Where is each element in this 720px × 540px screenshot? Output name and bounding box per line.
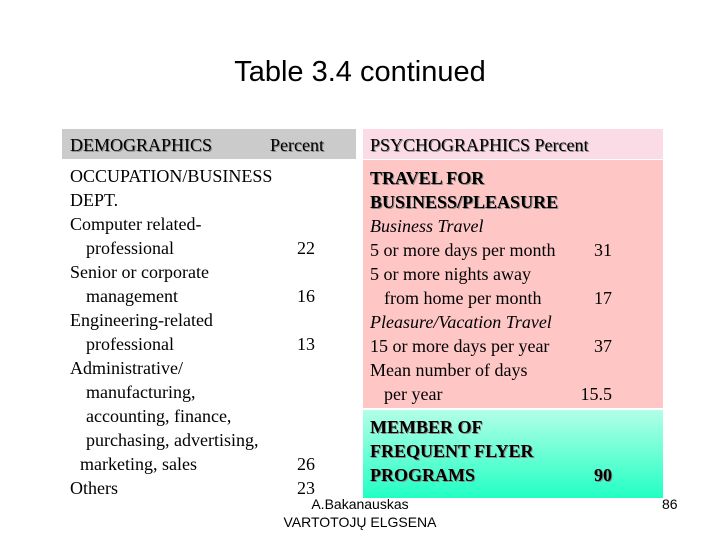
- row-admin-line-2: manufacturing,: [86, 382, 196, 402]
- pleasure-row-2-value: 15.5: [580, 384, 612, 404]
- business-row-1-value: 31: [594, 240, 612, 260]
- business-travel-label: Business Travel: [370, 216, 484, 236]
- row-admin-line-5: marketing, sales: [80, 454, 197, 474]
- row-senior-line-1: Senior or corporate: [70, 262, 209, 282]
- demographics-percent-header: Percent: [270, 135, 324, 155]
- travel-section-line-1: TRAVEL FOR: [370, 168, 485, 188]
- occupation-section-line-1: OCCUPATION/BUSINESS: [70, 166, 273, 186]
- row-senior-line-2: management: [86, 286, 178, 306]
- row-admin-line-1: Administrative/: [70, 358, 183, 378]
- demographics-header: DEMOGRAPHICS: [70, 135, 213, 155]
- business-row-2-value: 17: [594, 288, 612, 308]
- pleasure-row-1-value: 37: [594, 336, 612, 356]
- row-engineering-value: 13: [297, 334, 315, 354]
- pleasure-row-1-line-1: 15 or more days per year: [370, 336, 550, 356]
- pleasure-travel-label: Pleasure/Vacation Travel: [370, 312, 552, 332]
- business-row-2-line-1: 5 or more nights away: [370, 264, 531, 284]
- pleasure-row-2-line-1: Mean number of days: [370, 360, 528, 380]
- row-engineering-line-2: professional: [86, 334, 174, 354]
- frequent-flyer-line-3: PROGRAMS: [370, 465, 475, 485]
- frequent-flyer-line-2: FREQUENT FLYER: [370, 441, 534, 461]
- footer-subject: VARTOTOJŲ ELGSENA: [283, 514, 437, 530]
- row-computer-value: 22: [297, 238, 315, 258]
- business-row-2-line-2: from home per month: [384, 288, 542, 308]
- page-number: 86: [662, 496, 678, 512]
- pleasure-row-2-line-2: per year: [384, 384, 443, 404]
- frequent-flyer-value: 90: [594, 465, 612, 485]
- psychographics-header: PSYCHOGRAPHICS Percent: [370, 135, 589, 155]
- row-computer-line-1: Computer related-: [70, 214, 202, 234]
- row-engineering-line-1: Engineering-related: [70, 310, 213, 330]
- row-admin-value: 26: [297, 454, 315, 474]
- row-admin-line-3: accounting, finance,: [86, 406, 232, 426]
- row-computer-line-2: professional: [86, 238, 174, 258]
- row-senior-value: 16: [297, 286, 315, 306]
- row-others-line-1: Others: [70, 478, 118, 498]
- travel-section-line-2: BUSINESS/PLEASURE: [370, 192, 559, 212]
- page-title: Table 3.4 continued: [234, 56, 486, 88]
- footer-author: A.Bakanauskas: [311, 496, 409, 512]
- row-others-value: 23: [297, 478, 315, 498]
- occupation-section-line-2: DEPT.: [70, 190, 119, 210]
- frequent-flyer-line-1: MEMBER OF: [370, 417, 483, 437]
- business-row-1-line-1: 5 or more days per month: [370, 240, 556, 260]
- row-admin-line-4: purchasing, advertising,: [86, 430, 259, 450]
